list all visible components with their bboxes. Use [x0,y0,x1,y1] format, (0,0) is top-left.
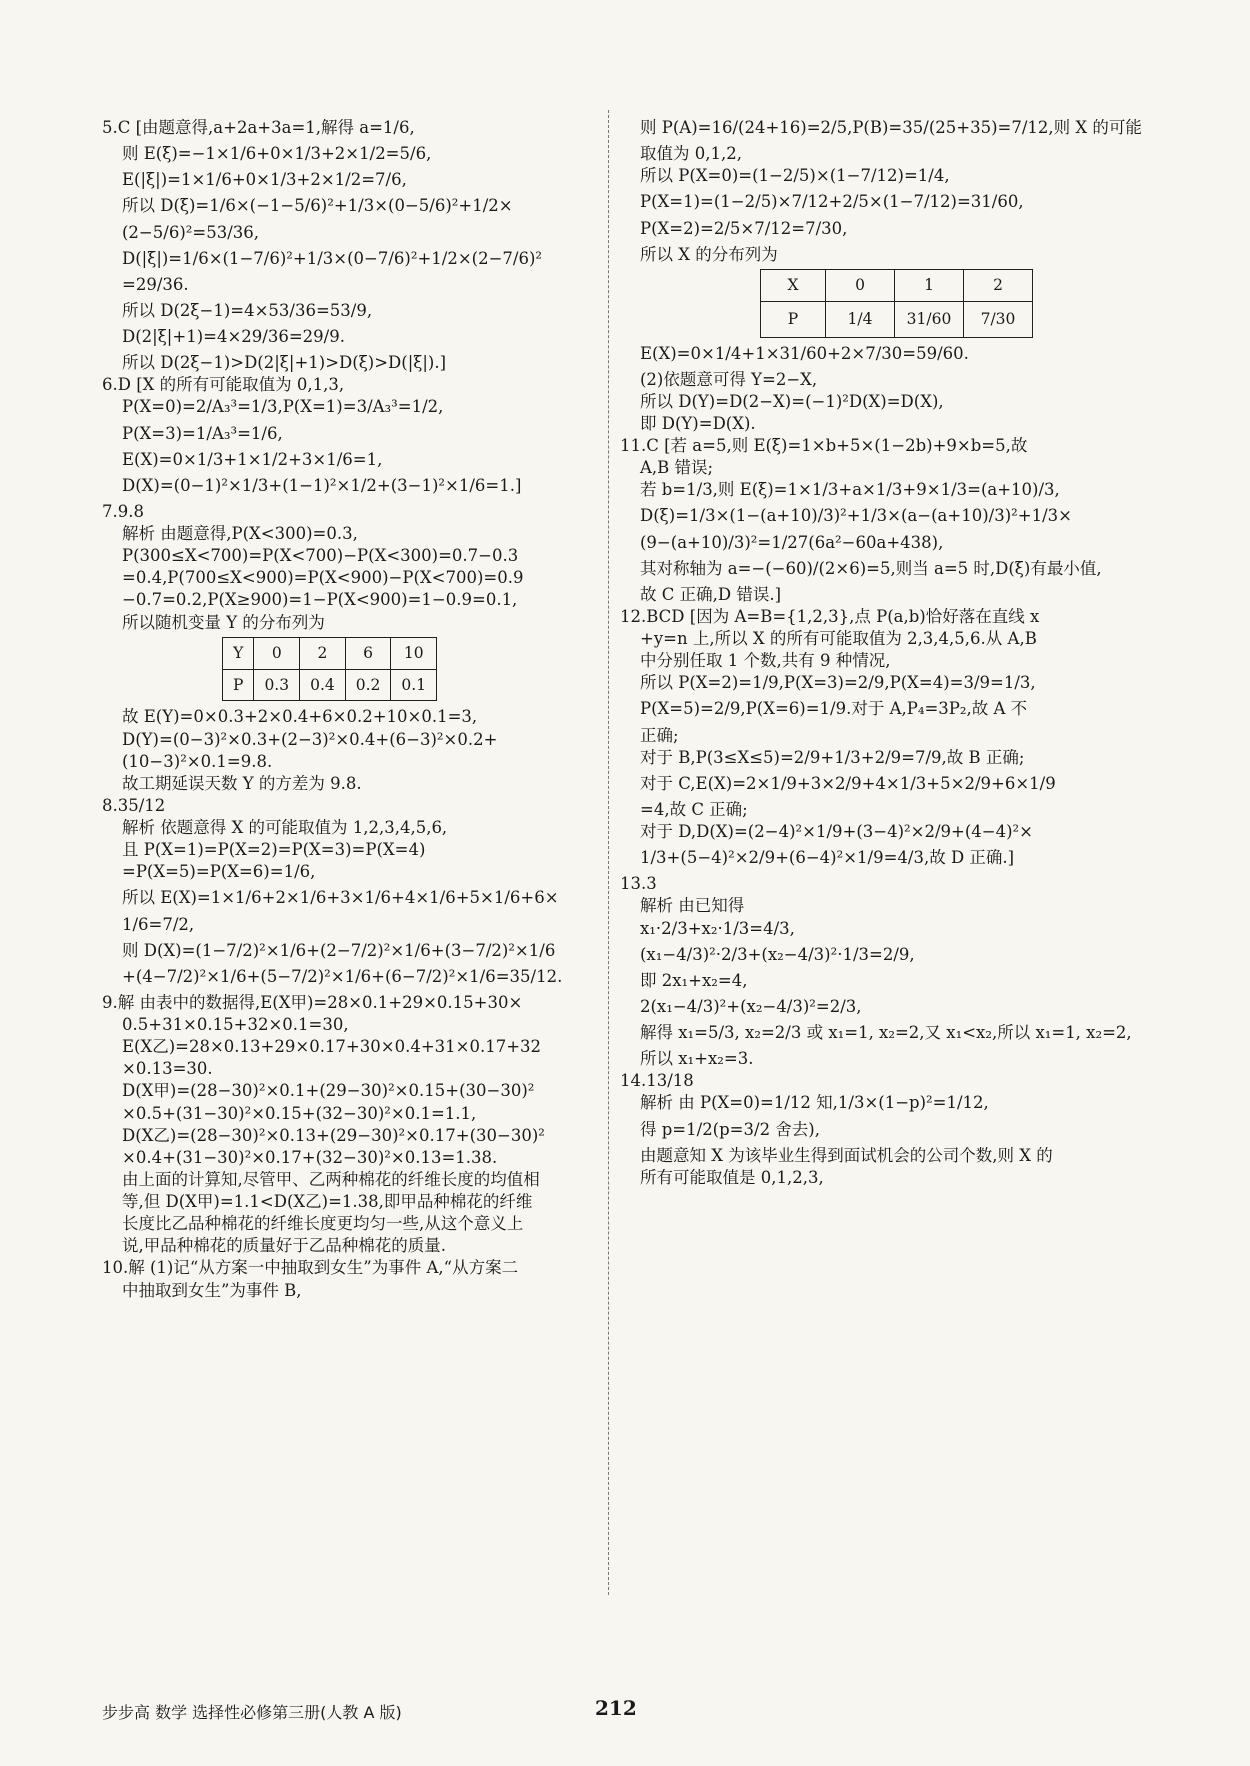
solution-line: =0.4,P(700≤X<900)=P(X<900)−P(X<700)=0.9 [122,568,524,588]
solution-line: (x₁−4/3)²·2/3+(x₂−4/3)²·1/3=2/9, [640,944,915,964]
left-column [102,118,600,1303]
solution-line: D(X)=(0−1)²×1/3+(1−1)²×1/2+(3−1)²×1/6=1.] [122,475,522,495]
solution-line: 由上面的计算知,尽管甲、乙两种棉花的纤维长度的均值相 [122,1169,540,1189]
problem-11-line: 11.C [若 a=5,则 E(ξ)=1×b+5×(1−2b)+9×b=5,故 [620,436,1028,456]
solution-line: −0.7=0.2,P(X≥900)=1−P(X<900)=1−0.9=0.1, [122,590,518,610]
page-number: 212 [595,1696,637,1720]
solution-line: 解析 由 P(X=0)=1/12 知,1/3×(1−p)²=1/12, [640,1093,989,1113]
solution-line: ×0.13=30. [122,1059,213,1079]
solution-line: 若 b=1/3,则 E(ξ)=1×1/3+a×1/3+9×1/3=(a+10)/3, [640,480,1060,500]
table-cell: 7/30 [964,301,1033,337]
solution-line: x₁·2/3+x₂·1/3=4/3, [640,918,795,938]
table-cell: 0.4 [300,669,346,701]
problem-13-answer: 13.3 [620,874,657,894]
distribution-table-x [760,269,1033,338]
solution-line: D(X甲)=(28−30)²×0.1+(29−30)²×0.15+(30−30)² [122,1081,535,1101]
solution-line: 所以随机变量 Y 的分布列为 [122,612,325,632]
table-head-cell: 0 [826,269,895,301]
table-cell: 0.3 [254,669,300,701]
solution-line: (2−5/6)²=53/36, [122,222,259,242]
solution-line: D(Y)=(0−3)²×0.3+(2−3)²×0.4+(6−3)²×0.2+ [122,729,498,749]
table-cell: 0.1 [391,669,437,701]
solution-line: D(2|ξ|+1)=4×29/36=29/9. [122,327,345,346]
solution-line: 即 2x₁+x₂=4, [640,970,748,990]
solution-line: 正确; [640,725,679,745]
solution-line: 由题意知 X 为该毕业生得到面试机会的公司个数,则 X 的 [640,1145,1053,1165]
solution-line: (2)依题意可得 Y=2−X, [640,369,818,389]
problem-5-line: 5.C [由题意得,a+2a+3a=1,解得 a=1/6, [102,118,415,137]
solution-line: +(4−7/2)²×1/6+(5−7/2)²×1/6+(6−7/2)²×1/6=35/12. [122,966,563,986]
solution-line: 则 E(ξ)=−1×1/6+0×1/3+2×1/2=5/6, [122,144,432,164]
solution-line: ×0.4+(31−30)²×0.17+(32−30)²×0.13=1.38. [122,1147,498,1167]
solution-line: =4,故 C 正确; [640,799,748,819]
table-head-label: Y [223,637,254,669]
solution-line: 中抽取到女生”为事件 B, [122,1280,302,1300]
solution-line: P(X=5)=2/9,P(X=6)=1/9.对于 A,P₄=3P₂,故 A 不 [640,699,1028,719]
solution-line: 解析 由题意得,P(X<300)=0.3, [122,524,358,543]
solution-line: +y=n 上,所以 X 的所有可能取值为 2,3,4,5,6.从 A,B [640,629,1037,649]
solution-line: 解得 x₁=5/3, x₂=2/3 或 x₁=1, x₂=2,又 x₁<x₂,所以 x₁=1, x₂=2, [640,1023,1132,1043]
solution-line: (10−3)²×0.1=9.8. [122,751,273,771]
solution-line: 2(x₁−4/3)²+(x₂−4/3)²=2/3, [640,996,862,1016]
problem-12-line: 12.BCD [因为 A=B={1,2,3},点 P(a,b)恰好落在直线 x [620,606,1040,626]
solution-line: 所以 E(X)=1×1/6+2×1/6+3×1/6+4×1/6+5×1/6+6× [122,888,559,908]
book-title-footer: 步步高 数学 选择性必修第三册(人教 A 版) [102,1703,402,1722]
table-row-label: P [761,301,826,337]
solution-line: 所以 D(2ξ−1)=4×53/36=53/9, [122,300,373,320]
solution-line: 即 D(Y)=D(X). [640,413,756,433]
solution-line: 对于 D,D(X)=(2−4)²×1/9+(3−4)²×2/9+(4−4)²× [640,822,1033,842]
solution-line: 中分别任取 1 个数,共有 9 种情况, [640,651,891,671]
table-cell: 0.2 [345,669,391,701]
solution-line: =P(X=5)=P(X=6)=1/6, [122,862,316,882]
solution-line: 故 E(Y)=0×0.3+2×0.4+6×0.2+10×0.1=3, [122,707,478,727]
solution-line: P(X=2)=2/5×7/12=7/30, [640,218,848,238]
table-row-label: P [223,669,254,701]
solution-line: 等,但 D(X甲)=1.1<D(X乙)=1.38,即甲品种棉花的纤维 [122,1192,533,1212]
solution-line: ×0.5+(31−30)²×0.15+(32−30)²×0.1=1.1, [122,1103,477,1123]
solution-line: P(300≤X<700)=P(X<700)−P(X<300)=0.7−0.3 [122,546,519,566]
solution-line: D(X乙)=(28−30)²×0.13+(29−30)²×0.17+(30−30)² [122,1125,545,1145]
problem-7-answer: 7.9.8 [102,501,144,521]
solution-line: A,B 错误; [640,458,714,478]
solution-line: (9−(a+10)/3)²=1/27(6a²−60a+438), [640,532,944,552]
solution-line: =29/36. [122,274,189,294]
solution-line: 取值为 0,1,2, [640,144,742,164]
solution-line: E(X乙)=28×0.13+29×0.17+30×0.4+31×0.17+32 [122,1037,542,1057]
table-cell: 31/60 [895,301,964,337]
solution-line: 所以 P(X=0)=(1−2/5)×(1−7/12)=1/4, [640,166,950,186]
solution-line: 长度比乙品种棉花的纤维长度更均匀一些,从这个意义上 [122,1214,524,1234]
solution-line: 解析 依题意得 X 的可能取值为 1,2,3,4,5,6, [122,818,448,838]
solution-line: 所以 X 的分布列为 [640,244,778,264]
table-head-cell: 2 [300,637,346,669]
solution-line: 则 P(A)=16/(24+16)=2/5,P(B)=35/(25+35)=7/12,则 X 的可能 [640,118,1142,137]
solution-line: 所以 D(ξ)=1/6×(−1−5/6)²+1/3×(0−5/6)²+1/2× [122,196,513,216]
right-column [620,118,1140,1190]
solution-line: E(X)=0×1/4+1×31/60+2×7/30=59/60. [640,343,969,363]
table-head-label: X [761,269,826,301]
solution-line: 其对称轴为 a=−(−60)/(2×6)=5,则当 a=5 时,D(ξ)有最小值, [640,558,1102,578]
solution-line: 得 p=1/2(p=3/2 舍去), [640,1119,820,1139]
solution-line: D(|ξ|)=1/6×(1−7/6)²+1/3×(0−7/6)²+1/2×(2−7/6)² [122,248,543,268]
problem-8-answer: 8.35/12 [102,795,166,815]
column-divider [608,110,609,1595]
solution-line: E(|ξ|)=1×1/6+0×1/3+2×1/2=7/6, [122,170,407,190]
solution-line: P(X=0)=2/A₃³=1/3,P(X=1)=3/A₃³=1/2, [122,397,444,417]
problem-9-line: 9.解 由表中的数据得,E(X甲)=28×0.1+29×0.15+30× [102,992,523,1012]
solution-line: 1/6=7/2, [122,914,195,934]
problem-10-line: 10.解 (1)记“从方案一中抽取到女生”为事件 A,“从方案二 [102,1258,519,1278]
solution-line: 所以 x₁+x₂=3. [640,1049,754,1069]
solution-line: D(ξ)=1/3×(1−(a+10)/3)²+1/3×(a−(a+10)/3)²+1/3× [640,506,1072,526]
problem-6-line: 6.D [X 的所有可能取值为 0,1,3, [102,375,345,395]
solution-line: P(X=3)=1/A₃³=1/6, [122,423,283,443]
solution-line: 说,甲品种棉花的质量好于乙品种棉花的质量. [122,1236,446,1256]
table-head-cell: 1 [895,269,964,301]
solution-line: 则 D(X)=(1−7/2)²×1/6+(2−7/2)²×1/6+(3−7/2)²×1/6 [122,940,556,960]
solution-line: 故 C 正确,D 错误.] [640,584,782,604]
solution-line: 0.5+31×0.15+32×0.1=30, [122,1015,349,1035]
solution-line: 所以 D(Y)=D(2−X)=(−1)²D(X)=D(X), [640,391,944,411]
table-head-cell: 2 [964,269,1033,301]
table-head-cell: 0 [254,637,300,669]
solution-line: 故工期延误天数 Y 的方差为 9.8. [122,773,362,793]
table-head-cell: 10 [391,637,437,669]
table-cell: 1/4 [826,301,895,337]
solution-line: P(X=1)=(1−2/5)×7/12+2/5×(1−7/12)=31/60, [640,192,1024,212]
solution-line: 所有可能取值是 0,1,2,3, [640,1167,824,1187]
solution-line: 对于 B,P(3≤X≤5)=2/9+1/3+2/9=7/9,故 B 正确; [640,747,1025,767]
solution-line: 所以 P(X=2)=1/9,P(X=3)=2/9,P(X=4)=3/9=1/3, [640,673,1036,693]
table-head-cell: 6 [345,637,391,669]
solution-line: 1/3+(5−4)²×2/9+(6−4)²×1/9=4/3,故 D 正确.] [640,848,1015,868]
solution-line: 所以 D(2ξ−1)>D(2|ξ|+1)>D(ξ)>D(|ξ|).] [122,353,447,373]
solution-line: E(X)=0×1/3+1×1/2+3×1/6=1, [122,449,383,469]
solution-line: 且 P(X=1)=P(X=2)=P(X=3)=P(X=4) [122,840,426,860]
distribution-table-y [222,637,437,702]
solution-line: 解析 由已知得 [640,896,745,916]
solution-line: 对于 C,E(X)=2×1/9+3×2/9+4×1/3+5×2/9+6×1/9 [640,773,1056,793]
problem-14-answer: 14.13/18 [620,1071,694,1091]
